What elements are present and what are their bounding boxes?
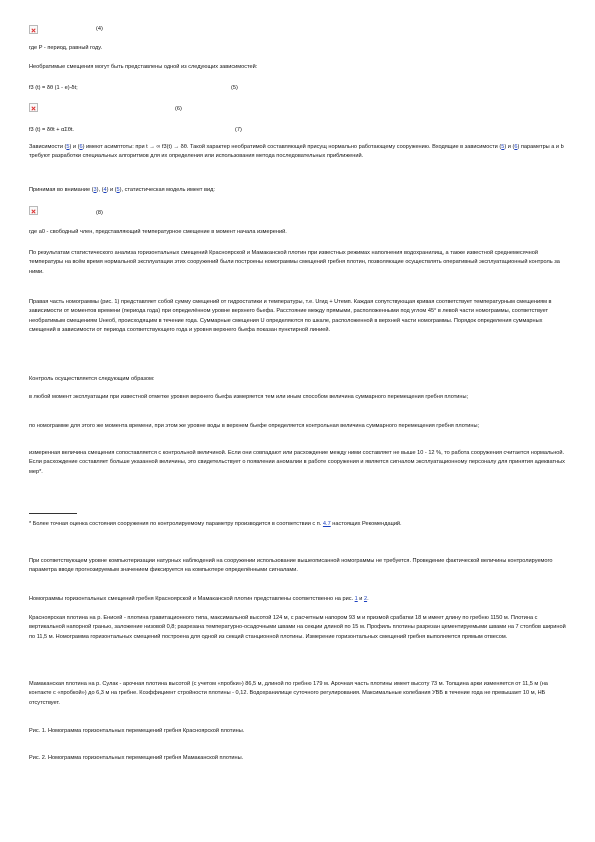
reference-link-5[interactable]: 5 [66,144,70,150]
paragraph-computerization: При соответствующем уровне компьютеризации натурных наблюдений на сооружении использование вышеописанной номограммы не требуется. Проведение фактической величины контролируемого параметра вводе прогнозируемым значением фиксируется на компьютере определёнными сигналами. [29,558,553,574]
equation-number-7: (7) [235,127,242,133]
reference-link-5c[interactable]: 5 [116,187,120,193]
paragraph-nomograms: Номограммы горизонтальных смещений гребня Красноярской и Мамаканской плотин представлены соответственно на рис. 1 и 2. [29,596,369,602]
footnote: * Более точная оценка состояния сооружения по контролируемому параметру производится в соответствии с п. 4.7 настоящих Рекомендаций. [29,521,402,527]
list-item: по номограмме для этого же момента времени, при этом же уровне воды в верхнем бьефе определяется контрольная величина суммарного перемещения гребня плотины; [29,423,480,429]
paragraph-dependencies: Зависимости (5) и (6) имеют асимптоты: при t → ∞ f3(t) → δθ. Такой характер необратимой составляющей присущ нормально работающему сооружению. Входящие в зависимости (5) и (6) параметры a и b требуют разработки специальных алгоритмов для их определения или использования метода последовательных приближений. [29,144,564,160]
paragraph-nomogram-right: Правая часть номограммы (рис. 1) представляет собой сумму смещений от гидростатики и температуры, т.е. Uгид + Uтемп. Каждая сопутствующая кривая соответствует температурным смещениям в зависимости от моментов времени (периода года) при определённом уровне верхнего бьефа. Расстояние между прямыми, расположенными под углом 45° в левой части номограммы, соответствует необратимым смещениям Uнеоб, происходящим в течение года. Суммарные смещения U определяются по шкале, расположенной в верхней части номограммы. Порядок определения суммарных смещений в зависимости от периода соответствующего года и уровня верхнего бьефа показан пунктирной линией. [29,299,552,333]
paragraph-period: где P - период, равный году. [29,45,102,51]
list-item: в любой момент эксплуатации при известной отметке уровня верхнего бьефа измеряется тем или иным способом величина суммарного перемещения гребня плотины; [29,394,469,400]
figure-link-2[interactable]: 2 [363,596,368,602]
formula-8-image [29,206,38,215]
paragraph-a0: где a0 - свободный член, представляющий температурное смещение в момент начала измерений. [29,229,287,235]
reference-link-4[interactable]: 4 [103,187,107,193]
list-item: измеренная величина смещения сопоставляется с контрольной величиной. Если они совпадают или расхождение между ними составляет не выше 10 - 12 %, то работа сооружения считается нормальной. Если расхождение составляет больше указанной величины, это свидетельствует о появлении аномалии в работе сооружения и является сигналом эксплуатационному персоналу для принятия адекватных мер*. [29,450,565,475]
paragraph-irreversible: Необратимые смещения могут быть представлены одной из следующих зависимостей: [29,64,258,70]
figure-link-1[interactable]: 1 [354,596,358,602]
formula-6-image [29,103,38,112]
footnote-divider [29,513,77,514]
formula-7: f3 (t) = δθt + αΣθt. [29,127,74,133]
paragraph-results: По результатам статистического анализа горизонтальных смещений Красноярской и Мамаканской плотин при известных режимах наполнения водохранилищ, а также известной среднемесячной температуры на всём время нормальной эксплуатации этих сооружений были построены номограммы смещений гребня плотин, позволяющие осуществлять оперативный эксплуатационный контроль за ними. [29,250,560,275]
equation-number-6: (6) [175,106,182,112]
reference-link-3[interactable]: 3 [93,187,97,193]
figure-caption-1: Рис. 1. Номограмма горизонтальных перемещений гребня Красноярской плотины. [29,728,245,734]
reference-link-6b[interactable]: 6 [514,144,518,150]
formula-4-image [29,25,38,34]
figure-caption-2: Рис. 2. Номограмма горизонтальных перемещений гребня Мамаканской плотины. [29,755,244,761]
paragraph-control: Контроль осуществляется следующим образом: [29,376,155,382]
paragraph-mamakan: Мамаканская плотина на р. Сулак - арочная плотина высотой (с учетом «пробки») 86,5 м, длиной по гребню 179 м. Арочная часть плотины имеет высоту 73 м. Толщина арки изменяется от 11,5 м (на контакте с «пробкой») до 6,3 м на гребне. Коэффициент стройности плотины - 0,12. Водохранилище суточного регулирования. Максимальные колебания УВБ в течение года не превышает 10 м, НБ отсутствует. [29,681,548,706]
equation-number-8: (8) [96,210,103,216]
paragraph-accept: Принимая во внимание (3), (4) и (5), статистическая модель имеет вид: [29,187,215,193]
equation-number-5: (5) [231,85,238,91]
reference-link-5b[interactable]: 5 [501,144,505,150]
reference-link-6[interactable]: 6 [79,144,83,150]
reference-link-4-7[interactable]: 4.7 [322,521,331,527]
paragraph-krasnoyarsk: Красноярская плотина на р. Енисей - плотина гравитационного типа, максимальной высотой 124 м, с расчетным напором 93 м и призмой срабатки 18 м имеет длину по гребню 1150 м. Плотина с вертикальной напорной гранью, заложение низовой 0,8; разрезана температурно-осадочными швами на секции длиной по 15 м. Профиль плотины разрезан цементируемыми швами на 7 столбов шириной по 11,5 м. Номограмма горизонтальных смещений построена для одной из секций станционной плотины. Измерение горизонтальных смещений гребня выполняется прямым отвесом. [29,615,566,640]
formula-5: f3 (t) = δθ (1 - e)-δt; [29,85,78,91]
equation-number-4: (4) [96,26,103,32]
